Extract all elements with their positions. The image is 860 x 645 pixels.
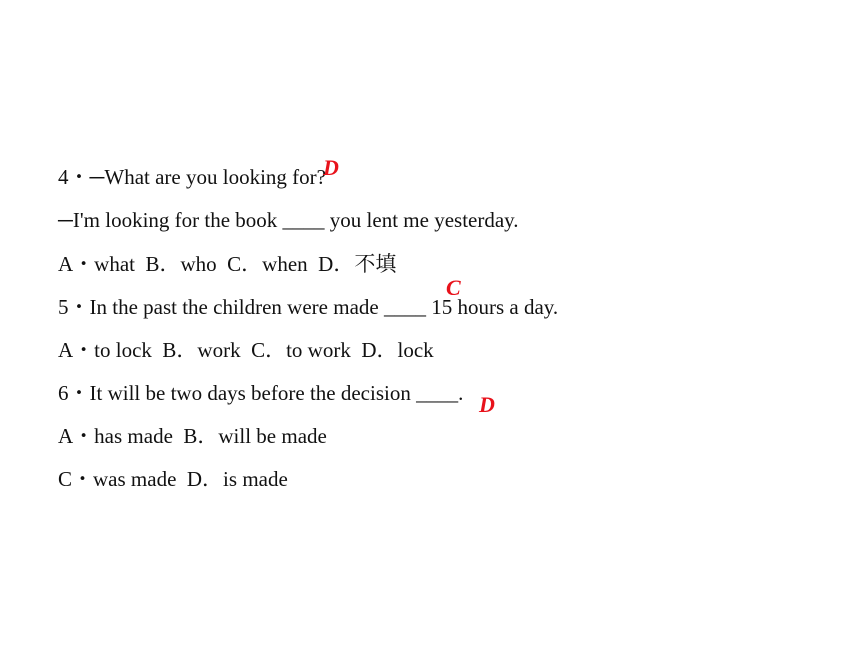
question-4-stem: 4・─What are you looking for? — [58, 165, 326, 189]
question-4-options: A・what B．who C．when D．不填 — [58, 252, 397, 276]
question-6-stem: 6・It will be two days before the decision ____. — [58, 381, 464, 405]
question-5-answer: C — [446, 275, 461, 300]
question-6-options-1: A・has made B．will be made — [58, 424, 327, 448]
question-6-answer: D — [479, 392, 495, 417]
question-4-reply: ─I'm looking for the book ____ you lent me yesterday. — [58, 208, 519, 232]
question-4-answer: D — [323, 155, 339, 180]
question-5-stem: 5・In the past the children were made ____ 15 hours a day. — [58, 295, 559, 319]
question-5-options: A・to lock B．work C．to work D．lock — [58, 338, 434, 362]
question-6-options-2: C・was made D．is made — [58, 467, 288, 491]
